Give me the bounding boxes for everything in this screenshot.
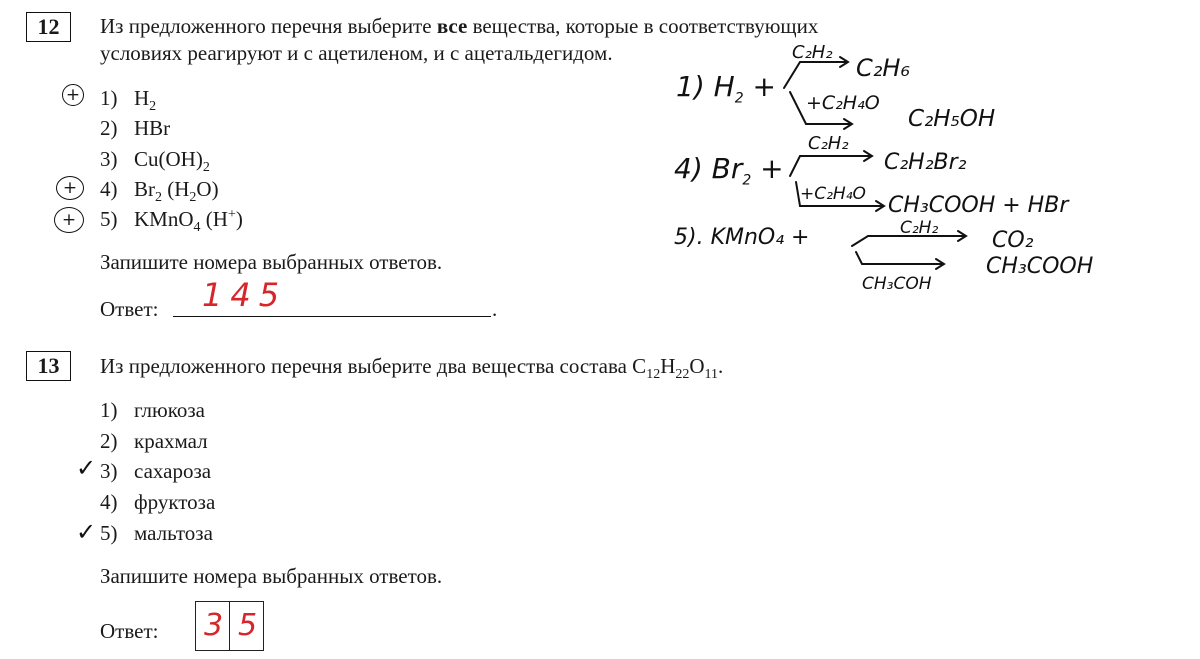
q13-option-3 [100, 459, 211, 484]
q13-formula-o: O [689, 354, 705, 378]
notes-text: + [751, 152, 784, 185]
option-formula: H [134, 86, 150, 110]
option-label: сахароза [134, 459, 212, 483]
question-number-13 [26, 351, 71, 381]
q13-option-5 [100, 521, 213, 546]
notes-line2-bottom-product: CH₃COOH + HBr [888, 193, 1069, 218]
q13-prompt [100, 353, 724, 383]
q13-formula-end: . [718, 354, 724, 378]
option-number: 5) [100, 207, 118, 231]
notes-line2-bottom-reagent: +C₂H₄O [800, 184, 866, 204]
option-formula-tail: ) [235, 207, 243, 231]
option-number: 3) [100, 147, 118, 171]
option-subscript: 2 [155, 190, 162, 206]
plus-mark-text: + [65, 84, 81, 105]
notes-text: 4) Br [674, 152, 743, 185]
option-label: глюкоза [134, 398, 205, 422]
notes-line3-bottom-product: CH₃COOH [986, 254, 1094, 279]
q13-handwritten-answer-2: 5 [238, 608, 258, 643]
arrow-line1-bottom [790, 92, 852, 129]
question-number-text: 12 [37, 14, 60, 39]
notes-line1-bottom-reagent: +C₂H₄O [806, 92, 880, 114]
notes-line2-top-product: C₂H₂Br₂ [884, 150, 967, 175]
option-formula: KMnO [134, 207, 194, 231]
plus-mark-text: + [61, 209, 77, 230]
q13-answer-label: Ответ: [100, 619, 159, 643]
q12-instruction: Запишите номера выбранных ответов. [100, 250, 443, 274]
option-formula-rest-2: O) [196, 177, 219, 201]
q12-answer-period: . [492, 297, 498, 321]
q12-prompt-line2: условиях реагируют и с ацетиленом, и с ацетальдегидом. [100, 41, 613, 65]
q12-prompt-part-b: вещества, которые в соответствующих [467, 14, 819, 38]
question-number-text: 13 [37, 353, 60, 378]
arrow-line2-top [790, 151, 872, 176]
notes-line3-bottom-reagent: CH₃COH [862, 274, 932, 294]
option-subscript: 2 [149, 99, 157, 115]
option-label: фруктоза [134, 490, 216, 514]
option-subscript: 4 [193, 220, 201, 236]
notes-line1-bottom-product: C₂H₅OH [908, 106, 996, 132]
q13-checkmark-3: ✓ [76, 454, 97, 482]
q12-prompt-part-a: Из предложенного перечня выберите [100, 14, 437, 38]
option-formula: HBr [134, 116, 171, 140]
q13-formula-sub: 12 [646, 367, 661, 383]
option-formula-rest: (H [200, 207, 228, 231]
q13-option-2 [100, 429, 208, 454]
notes-line2-top-reagent: C₂H₂ [808, 133, 849, 154]
q13-option-4 [100, 490, 215, 515]
q13-checkmark-5: ✓ [76, 518, 97, 546]
q13-prompt-text: Из предложенного перечня выберите два вещества состава C [100, 354, 647, 378]
option-label: мальтоза [134, 521, 213, 545]
arrow-line2-bottom [796, 182, 884, 211]
notes-line3-top-reagent: C₂H₂ [900, 218, 939, 238]
notes-line1-top-reagent: C₂H₂ [792, 42, 833, 63]
arrow-line3-top [852, 231, 966, 246]
option-formula: Br [134, 177, 155, 201]
q13-instruction: Запишите номера выбранных ответов. [100, 564, 443, 588]
q13-formula-sub: 22 [675, 367, 690, 383]
q13-formula-h: H [660, 354, 676, 378]
option-formula-rest: (H [162, 177, 190, 201]
notes-line3-top-product: CO₂ [992, 228, 1034, 253]
arrow-line3-bottom [856, 252, 944, 269]
option-subscript: 2 [202, 160, 210, 176]
option-label: крахмал [134, 429, 208, 453]
option-superscript: + [227, 207, 236, 222]
q12-prompt-bold: все [436, 14, 468, 38]
notes-line3-start: 5). KMnO₄ + [674, 225, 810, 250]
q13-option-1 [100, 398, 205, 423]
notes-line1-top-product: C₂H₆ [856, 54, 911, 82]
option-formula: Cu(OH) [134, 147, 203, 171]
option-number: 2) [100, 116, 118, 140]
notes-text: + [743, 70, 776, 103]
option-number: 2) [100, 429, 118, 453]
option-number: 4) [100, 177, 118, 201]
q12-answer-label: Ответ: [100, 297, 159, 321]
notes-subscript: 2 [742, 172, 752, 189]
q13-handwritten-answer-1: 3 [204, 608, 224, 643]
q12-handwritten-answer: 145 [202, 276, 288, 314]
option-number: 1) [100, 86, 118, 110]
notes-subscript: 2 [734, 90, 744, 107]
notes-text: 1) H [676, 70, 735, 103]
option-number: 3) [100, 459, 118, 483]
option-subscript-2: 2 [189, 190, 197, 206]
option-number: 5) [100, 521, 118, 545]
plus-mark-text: + [62, 177, 78, 198]
option-number: 4) [100, 490, 118, 514]
option-number: 1) [100, 398, 118, 422]
q13-formula-sub: 11 [704, 367, 719, 383]
arrow-line1-top [784, 57, 848, 88]
